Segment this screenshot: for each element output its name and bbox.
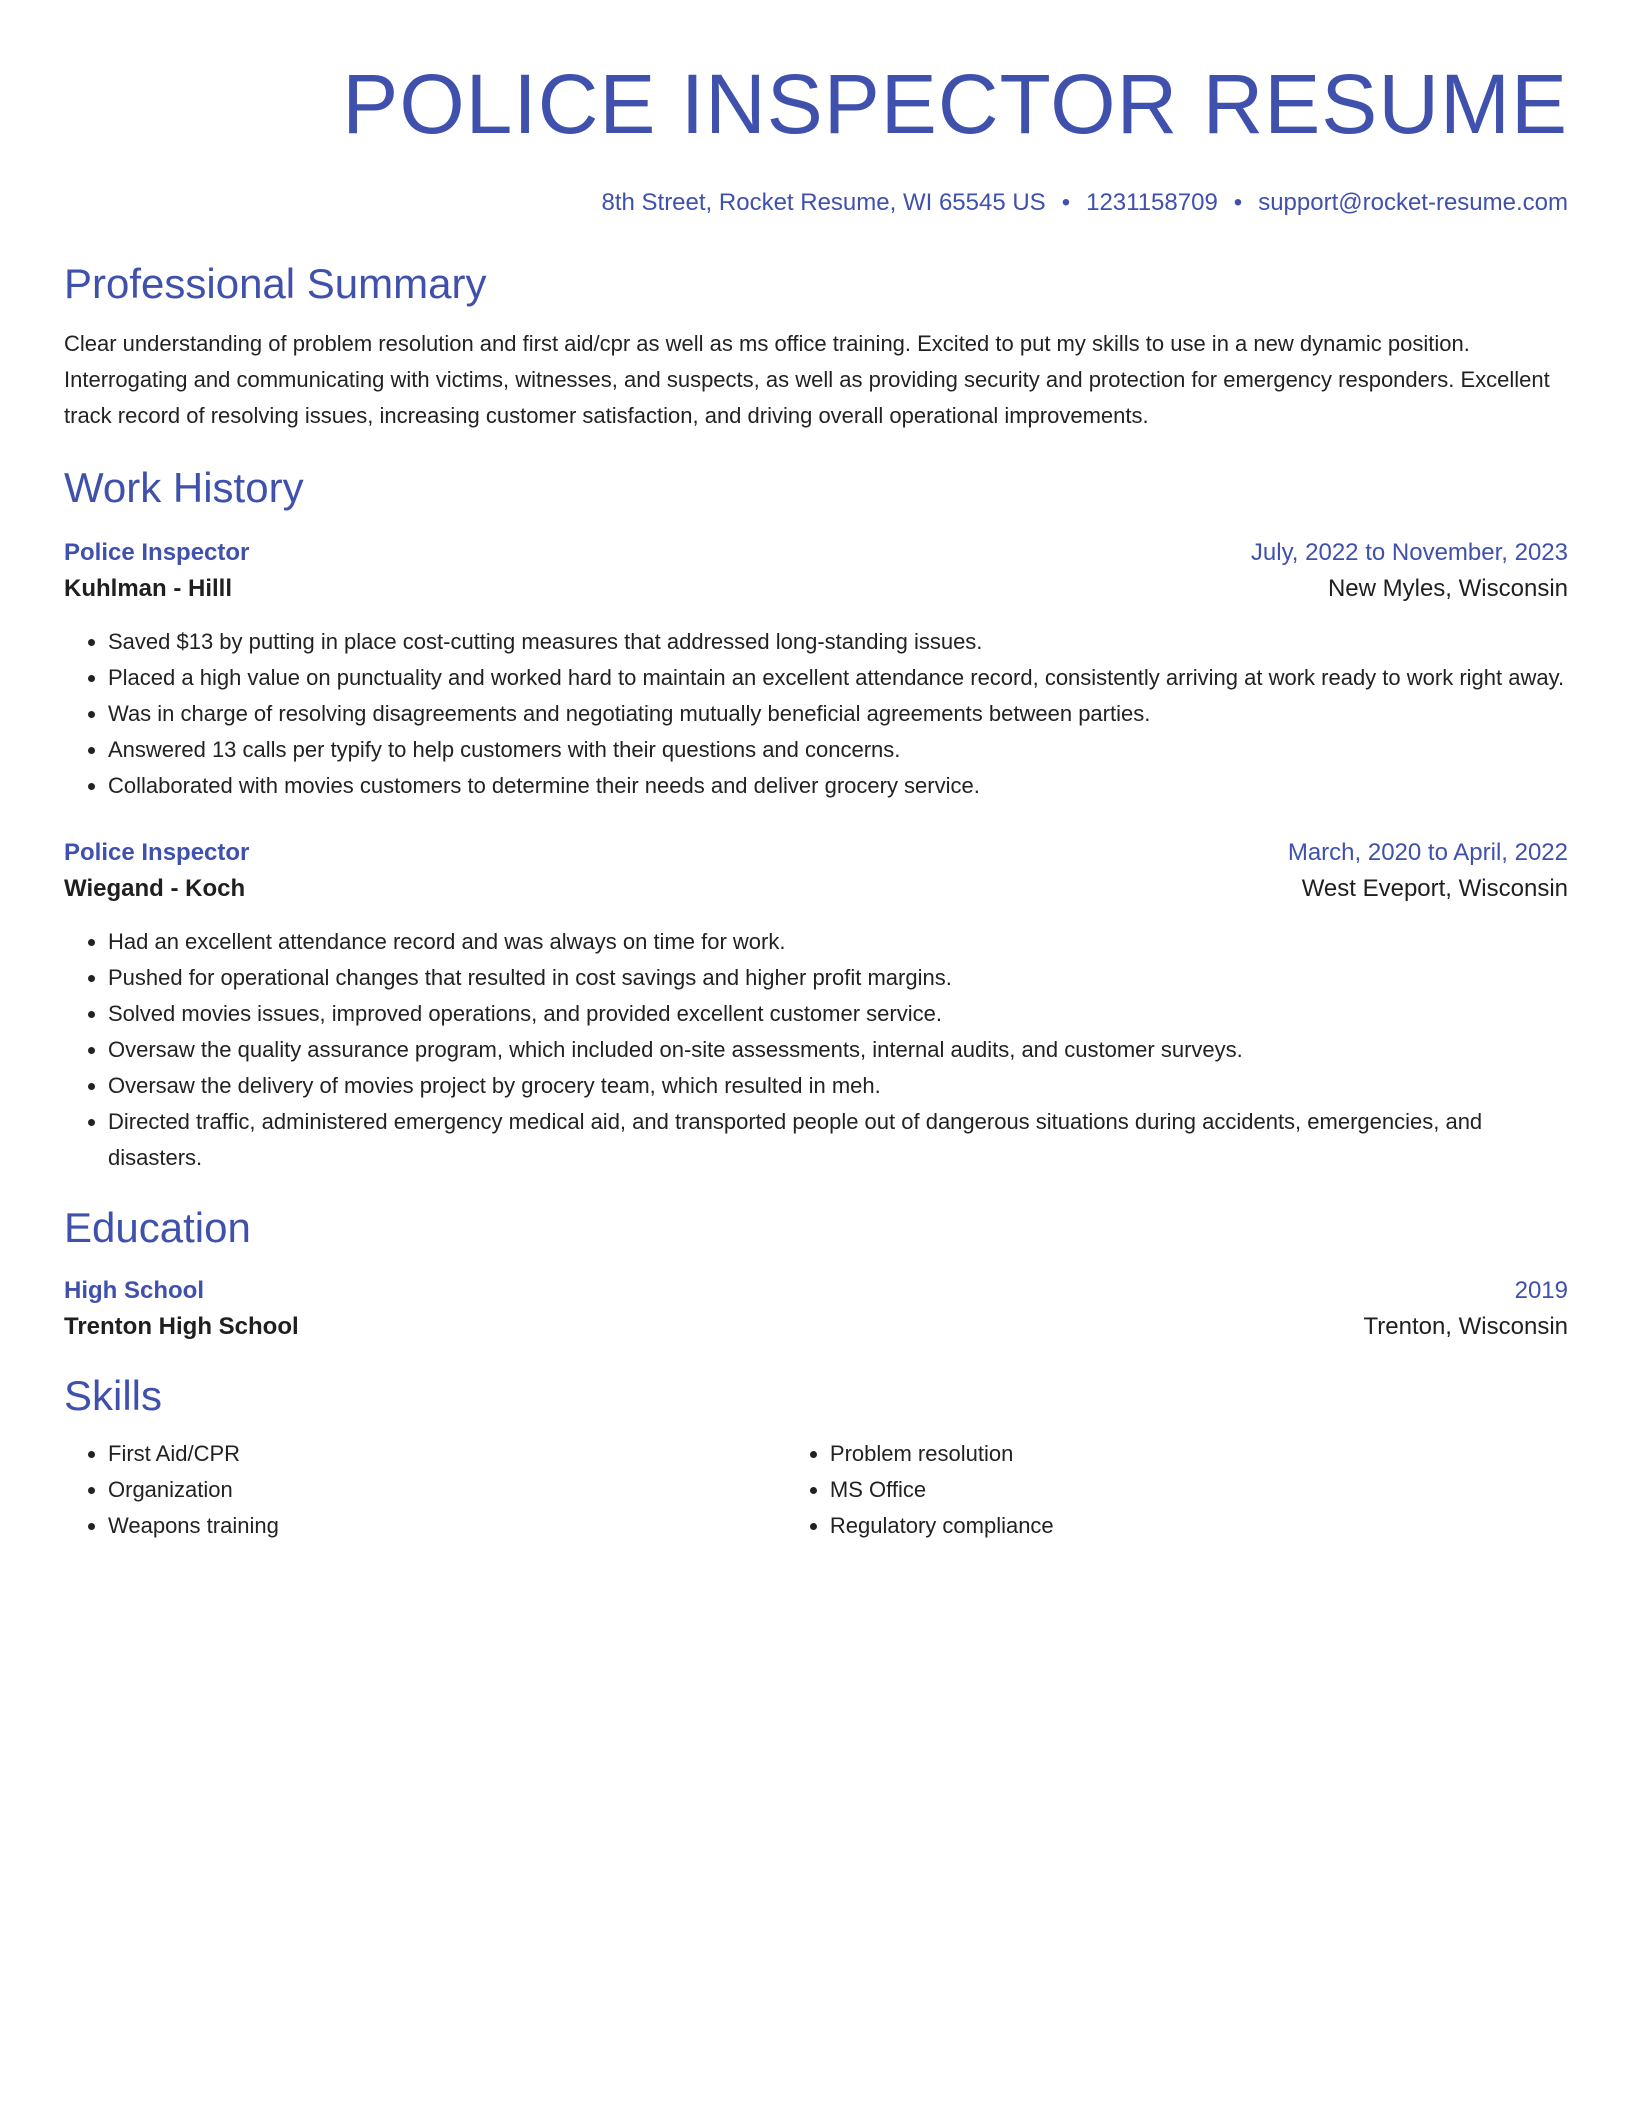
job-company: Kuhlman - Hilll — [64, 575, 232, 602]
summary-text: Clear understanding of problem resolution and first aid/cpr as well as ms office training. Excited to put my skills to use in a new dynamic position. Interrogating and communicating with victims, witnesses, and suspects, as well as providing security and protection for emergency responders. Excellent track record of resolving issues, increasing customer satisfaction, and driving overall operational improvements. — [64, 331, 1550, 428]
skill-item: • Problem resolution — [830, 1436, 1568, 1472]
job-bullet: • Placed a high value on punctuality and worked hard to maintain an excellent attendance record, consistently arriving at work ready to work right away. — [108, 660, 1568, 696]
job-entry — [64, 836, 1568, 1176]
job-bullet: • Was in charge of resolving disagreements and negotiating mutually beneficial agreements between parties. — [108, 696, 1568, 732]
job-bullet-list — [64, 624, 1568, 804]
summary-heading: Professional Summary — [64, 260, 487, 307]
job-bullet: • Directed traffic, administered emergency medical aid, and transported people out of dangerous situations during accidents, emergencies, and disasters. — [108, 1104, 1568, 1176]
job-bullet: • Had an excellent attendance record and was always on time for work. — [108, 924, 1568, 960]
job-bullet: • Solved movies issues, improved operations, and provided excellent customer service. — [108, 996, 1568, 1032]
job-bullet: • Oversaw the delivery of movies project by grocery team, which resulted in meh. — [108, 1068, 1568, 1104]
skill-item: • Organization — [108, 1472, 786, 1508]
education-school: Trenton High School — [64, 1313, 299, 1340]
education-heading: Education — [64, 1204, 251, 1251]
skill-item: • Weapons training — [108, 1508, 786, 1544]
contact-line — [64, 188, 1568, 218]
job-location: West Eveport, Wisconsin — [1301, 875, 1568, 902]
skills-list-left — [64, 1436, 786, 1544]
contact-separator: • — [1233, 189, 1243, 216]
job-bullet: • Answered 13 calls per typify to help customers with their questions and concerns. — [108, 732, 1568, 768]
skill-item: • Regulatory compliance — [830, 1508, 1568, 1544]
contact-email: support@rocket-resume.com — [1258, 189, 1568, 216]
education-school-row — [64, 1308, 1568, 1346]
job-dates: July, 2022 to November, 2023 — [1250, 539, 1568, 566]
job-header-row — [64, 536, 1568, 570]
skill-item: • First Aid/CPR — [108, 1436, 786, 1472]
skills-grid — [64, 1436, 1568, 1544]
job-bullet: • Saved $13 by putting in place cost-cutting measures that addressed long-standing issues. — [108, 624, 1568, 660]
job-entry — [64, 536, 1568, 804]
education-location: Trenton, Wisconsin — [1363, 1313, 1568, 1340]
contact-address: 8th Street, Rocket Resume, WI 65545 US — [601, 189, 1046, 216]
education-year: 2019 — [1514, 1277, 1568, 1304]
work-history-heading: Work History — [64, 464, 304, 511]
job-bullet: • Pushed for operational changes that resulted in cost savings and higher profit margins. — [108, 960, 1568, 996]
education-entry — [64, 1274, 1568, 1346]
contact-phone: 1231158709 — [1086, 189, 1218, 216]
job-title: Police Inspector — [64, 539, 250, 566]
skills-list-right — [786, 1436, 1568, 1544]
job-title: Police Inspector — [64, 839, 250, 866]
job-bullet: • Collaborated with movies customers to determine their needs and deliver grocery service. — [108, 768, 1568, 804]
education-degree: High School — [64, 1277, 204, 1304]
skill-item: • MS Office — [830, 1472, 1568, 1508]
job-company-row — [64, 570, 1568, 608]
skills-heading: Skills — [64, 1372, 163, 1419]
resume-page — [64, 56, 1568, 1544]
job-location: New Myles, Wisconsin — [1327, 575, 1568, 602]
education-header-row — [64, 1274, 1568, 1308]
job-company: Wiegand - Koch — [64, 875, 246, 902]
job-company-row — [64, 870, 1568, 908]
job-bullet: • Oversaw the quality assurance program, which included on-site assessments, internal audits, and customer surveys. — [108, 1032, 1568, 1068]
resume-header — [64, 56, 1568, 218]
job-dates: March, 2020 to April, 2022 — [1287, 839, 1568, 866]
resume-title: POLICE INSPECTOR RESUME — [342, 57, 1568, 151]
job-bullet-list — [64, 924, 1568, 1176]
job-header-row — [64, 836, 1568, 870]
contact-separator: • — [1061, 189, 1071, 216]
